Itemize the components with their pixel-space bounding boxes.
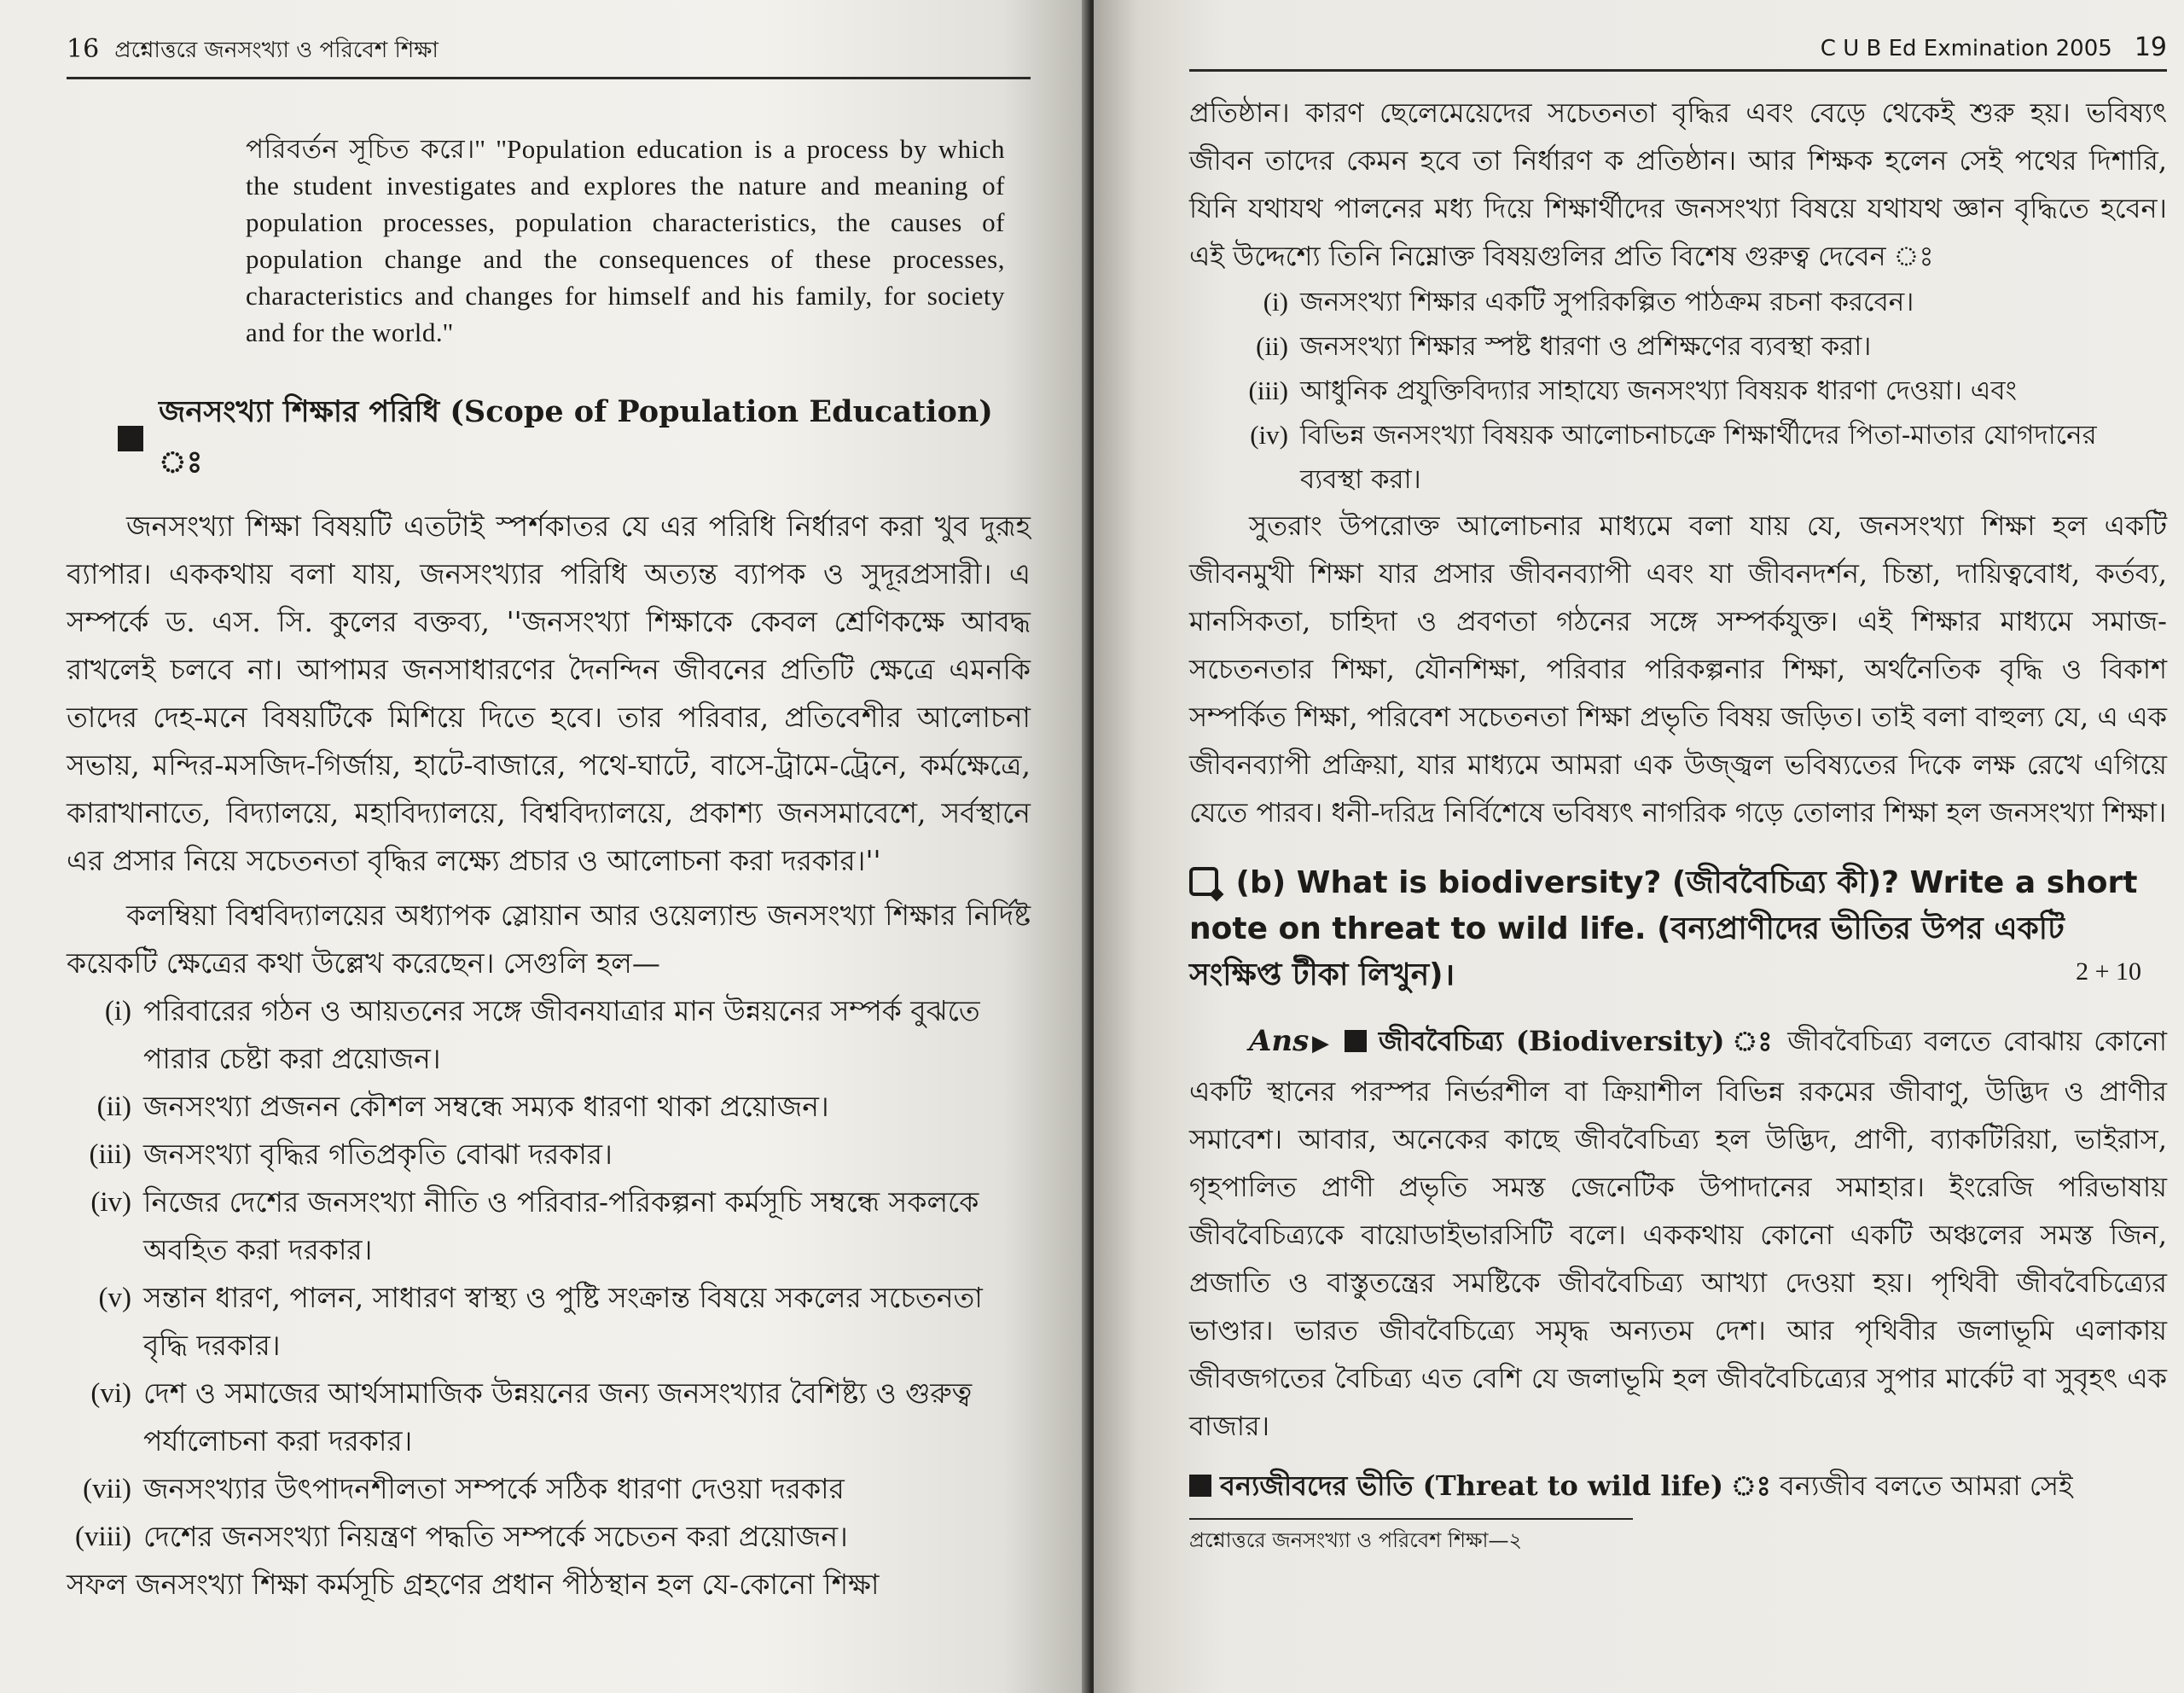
question-marks: 2 + 10 [2076,957,2141,986]
left-page [0,0,1090,1693]
list-item: (vii) জনসংখ্যার উৎপাদনশীলতা সম্পর্কে সঠিক ধারণা দেওয়া দরকার [83,1472,845,1505]
square-bullet-icon [1189,1475,1211,1497]
scope-paragraph-1: জনসংখ্যা শিক্ষা বিষয়টি এতটাই স্পর্শকাতর যে এর পরিধি নির্ধারণ করা খুব দুরূহ ব্যাপার। এককথায় বলা যায়, জনসংখ্যার পরিধি অত্যন্ত ব্যাপক ও সুদূরপ্রসারী। এ সম্পর্কে ড. এস. সি. কুলের বক্তব্য, ''জনসংখ্যা শিক্ষাকে কেবল শ্রেণিকক্ষে আবদ্ধ রাখলেই চলবে না। আপামর জনসাধারণের দৈনন্দিন জীবনের প্রতিটি ক্ষেত্রে এমনকি তাদের দেহ-মনে বিষয়টিকে মিশিয়ে দিতে হবে। তার পরিবার, প্রতিবেশীর আলোচনা সভায়, মন্দির-মসজিদ-গির্জায়, হাটে-বাজারে, পথে-ঘাটে, বাসে-ট্রামে-ট্রেনে, কর্মক্ষেত্রে, কারাখানাতে, বিদ্যালয়ে, মহাবিদ্যালয়ে, বিশ্ববিদ্যালয়ে, প্রকাশ্য জনসমাবেশে, সর্বস্থানে এর প্রসার নিয়ে সচেতনতা বৃদ্ধির লক্ষ্যে প্রচার ও আলোচনা করা দরকার।'' [67,509,1031,877]
question-icon [1189,867,1218,896]
scope-heading-text: জনসংখ্যা শিক্ষার পরিধি (Scope of Population Education) ঃ [159,394,993,480]
scope-paragraph-2: কলম্বিয়া বিশ্ববিদ্যালয়ের অধ্যাপক স্লোয়ান আর ওয়েল্যান্ড জনসংখ্যা শিক্ষার নির্দিষ্ট কয়েকটি ক্ষেত্রের কথা উল্লেখ করেছেন। সেগুলি হল— [67,899,1031,980]
list-item: (ii) জনসংখ্যা শিক্ষার স্পষ্ট ধারণা ও প্রশিক্ষণের ব্যবস্থা করা। [1256,331,1872,362]
list-item: (iv) নিজের দেশের জনসংখ্যা নীতি ও পরিবার-পরিকল্পনা কর্মসূচি সম্বন্ধে সকলকে অবহিত করা দরকার। [90,1185,979,1266]
conclusion-paragraph: সুতরাং উপরোক্ত আলোচনার মাধ্যমে বলা যায় যে, জনসংখ্যা শিক্ষা হল একটি জীবনমুখী শিক্ষা যার প্রসার জীবনব্যাপী এবং যা জীবনদর্শন, চিন্তা, দায়িত্ববোধ, কর্তব্য, মানসিকতা, চাহিদা ও প্রবণতা গঠনের সঙ্গে সম্পর্কযুক্ত। এই শিক্ষার মাধ্যমে সমাজ-সচেতনতার শিক্ষা, যৌনশিক্ষা, পরিবার পরিকল্পনার শিক্ষা, অর্থনৈতিক বৃদ্ধি ও বিকাশ সম্পর্কিত শিক্ষা, পরিবেশ সচেতনতা শিক্ষা প্রভৃতি বিষয় জড়িত। তাই বলা বাহুল্য যে, এ এক জীবনব্যাপী প্রক্রিয়া, যার মাধ্যমে আমরা এক উজ্জ্বল ভবিষ্যতের দিকে লক্ষ রেখে এগিয়ে যেতে পারব। ধনী-দরিদ্র নির্বিশেষে ভবিষ্যৎ নাগরিক গড়ে তোলার শিক্ষা হল জনসংখ্যা শিক্ষা। [1189,509,2167,829]
list-item: (vi) দেশ ও সমাজের আর্থসামাজিক উন্নয়নের জন্য জনসংখ্যার বৈশিষ্ট্য ও গুরুত্ব পর্যালোচনা করা দরকার। [90,1376,973,1457]
threat-paragraph [1189,1462,2167,1510]
answer-text: জীববৈচিত্র্য বলতে বোঝায় কোনো একটি স্থানের পরস্পর নির্ভরশীল বা ক্রিয়াশীল বিভিন্ন রকমের জীবাণু, উদ্ভিদ ও প্রাণীর সমাবেশ। আবার, অনেকের কাছে জীববৈচিত্র্য হল উদ্ভিদ, প্রাণী, ব্যাকটিরিয়া, ভাইরাস, গৃহপালিত প্রাণী প্রভৃতি সমস্ত জেনেটিক উপাদানের সমাহার। ইংরেজি পরিভাষায় জীববৈচিত্র্যকে বায়োডাইভারসিটি বলে। এককথায় কোনো একটি অঞ্চলের সমস্ত জিন, প্রজাতি ও বাস্তুতন্ত্রের সমষ্টিকে জীববৈচিত্র্য আখ্যা দেওয়া হয়। পৃথিবী জীববৈচিত্র্যের ভাণ্ডার। ভারত জীববৈচিত্র্যে সমৃদ্ধ অন্যতম দেশ। আর পৃথিবীর জলাভূমি এলাকায় জীবজগতের বৈচিত্র্য এত বেশি যে জলাভূমি হল জীববৈচিত্র্যের সুপার মার্কেট বা সুবৃহৎ এক বাজার। [1189,1025,2168,1442]
threat-heading: বন্যজীবদের ভীতি (Threat to wild life) ঃ [1220,1469,1771,1502]
question-text: (b) What is biodiversity? (জীববৈচিত্র্য কী)? Write a short note on threat to wild life. (বন্যপ্রাণীদের ভীতির উপর একটি সংক্ষিপ্ত টীকা লিখুন)। [1189,865,2138,992]
right-page-footer: প্রশ্নোত্তরে জনসংখ্যা ও পরিবেশ শিক্ষা—২ [1189,1518,1633,1559]
scope-list [49,987,1031,1561]
list-item: (i) পরিবারের গঠন ও আয়তনের সঙ্গে জীবনযাত্রার মান উন্নয়নের সম্পর্ক বুঝতে পারার চেষ্টা করা প্রয়োজন। [104,994,980,1075]
list-item: (i) জনসংখ্যা শিক্ষার একটি সুপরিকল্পিত পাঠক্রম রচনা করবেন। [1263,287,1914,317]
answer-paragraph [1189,1017,2167,1450]
list-item: (iv) বিভিন্ন জনসংখ্যা বিষয়ক আলোচনাচক্রে শিক্ষার্থীদের পিতা-মাতার যোগদানের ব্যবস্থা করা। [1250,420,2097,495]
quote-continuation: পরিবর্তন সূচিত করে।'' ''Population education is a process by which the student investigates and explores the nature and meaning of population processes, population characteristics, the causes of population change and the consequences of these processes, characteristics and changes for himself and his family, for society and for the world.'' [246,134,1005,347]
arrow-right-icon: ▶ [1309,1031,1333,1056]
scope-heading [118,388,1031,489]
teacher-paragraph: প্রতিষ্ঠান। কারণ ছেলেমেয়েদের সচেতনতা বৃদ্ধির এবং বেড়ে থেকেই শুরু হয়। ভবিষ্যৎ জীবন তাদের কেমন হবে তা নির্ধারণ ক প্রতিষ্ঠান। আর শিক্ষক হলেন সেই পথের দিশারি, যিনি যথাযথ পালনের মধ্য দিয়ে শিক্ষার্থীদের জনসংখ্যা বিষয়ে যথাযথ জ্ঞান বৃদ্ধিতে হবেন। এই উদ্দেশ্যে তিনি নিম্নোক্ত বিষয়গুলির প্রতি বিশেষ গুরুত্ব দেবেন ঃ [1189,96,2167,272]
answer-label: Ans [1249,1024,1310,1058]
left-running-header [67,32,1031,79]
list-item: (ii) জনসংখ্যা প্রজনন কৌশল সম্বন্ধে সম্যক ধারণা থাকা প্রয়োজন। [96,1090,829,1123]
square-bullet-icon [1345,1030,1367,1052]
exam-name: C U B Ed Exmination 2005 [1820,36,2112,61]
list-item: (v) সন্তান ধারণ, পালন, সাধারণ স্বাস্থ্য ও পুষ্টি সংক্রান্ত বিষয়ে সকলের সচেতনতা বৃদ্ধি দরকার। [98,1281,983,1362]
closing-line: সফল জনসংখ্যা শিক্ষা কর্মসূচি গ্রহণের প্রধান পীঠস্থান হল যে-কোনো শিক্ষা [67,1568,880,1601]
teacher-list [1223,280,2167,502]
list-item: (iii) জনসংখ্যা বৃদ্ধির গতিপ্রকৃতি বোঝা দরকার। [89,1137,613,1171]
left-book-title: প্রশ্নোত্তরে জনসংখ্যা ও পরিবেশ শিক্ষা [114,38,439,63]
right-page-number: 19 [2134,32,2167,62]
left-page-number: 16 [67,34,100,64]
right-running-header [1189,32,2167,72]
square-bullet-icon [118,426,143,451]
answer-heading: জীববৈচিত্র্য (Biodiversity) ঃ [1378,1025,1776,1057]
list-item: (iii) আধুনিক প্রযুক্তিবিদ্যার সাহায্যে জনসংখ্যা বিষয়ক ধারণা দেওয়া। এবং [1248,375,2017,406]
threat-text: বন্যজীব বলতে আমরা সেই [1780,1469,2073,1502]
right-page [1094,0,2184,1693]
list-item: (viii) দেশের জনসংখ্যা নিয়ন্ত্রণ পদ্ধতি সম্পর্কে সচেতন করা প্রয়োজন। [75,1520,848,1553]
